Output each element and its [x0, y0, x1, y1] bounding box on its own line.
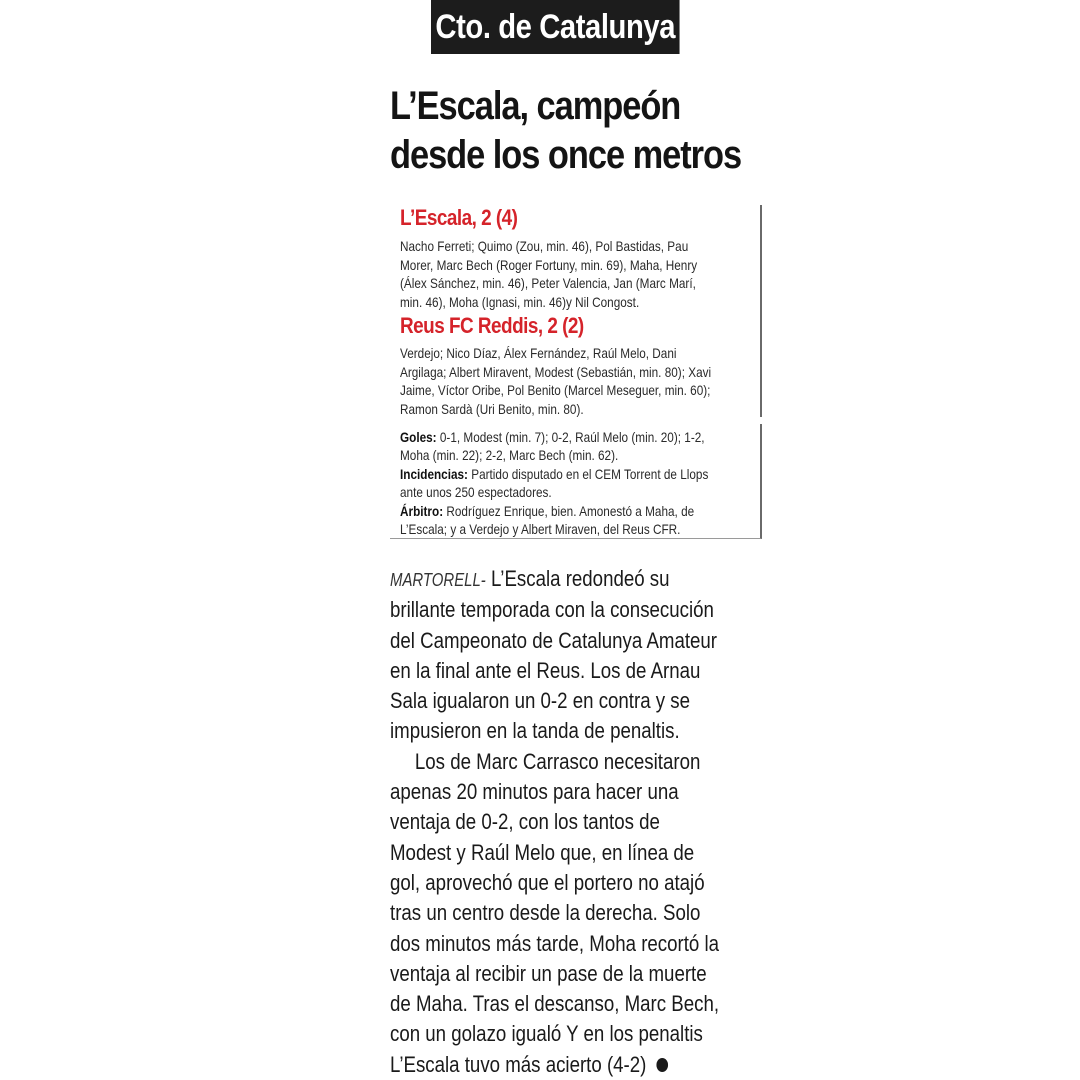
referee-line: L’Escala; y a Verdejo y Albert Miraven, del Reus CFR. — [400, 521, 681, 538]
article-line: gol, aprovechó que el portero no atajó — [390, 869, 705, 895]
article-line: ventaja de 0-2, con los tantos de — [390, 809, 660, 835]
incidents-label: Incidencias: — [400, 465, 468, 482]
article-line: tras un centro desde la derecha. Solo — [390, 900, 701, 926]
incidents-line — [400, 465, 753, 483]
article-first-line — [390, 564, 764, 595]
incidents-text: Partido disputado en el CEM Torrent de Llops — [467, 465, 709, 482]
dateline: MARTORELL- — [390, 570, 486, 590]
lineup-line: Argilaga; Albert Miravent, Modest (Sebastián, min. 80); Xavi — [400, 363, 712, 380]
referee-text: Rodríguez Enrique, bien. Amonestó a Maha, de — [443, 502, 695, 519]
team-away-heading: Reus FC Reddis, 2 (2) — [400, 313, 584, 338]
match-facts-box — [390, 424, 762, 539]
referee-line — [400, 502, 753, 520]
referee-label: Árbitro: — [400, 502, 444, 519]
article-last-line — [390, 1050, 764, 1080]
section-tag: Cto. de Catalunya — [431, 0, 680, 54]
goals-label: Goles: — [400, 429, 437, 445]
article-line: del Campeonato de Catalunya Amateur — [390, 627, 718, 653]
article-line: apenas 20 minutos para hacer una — [390, 779, 679, 805]
team-home-heading: L’Escala, 2 (4) — [400, 205, 518, 230]
headline — [390, 82, 751, 180]
article-lead: L’Escala redondeó su — [485, 566, 670, 591]
article-line: brillante temporada con la consecución — [390, 597, 714, 623]
lineups-box — [390, 205, 762, 417]
lineup-line: Ramon Sardà (Uri Benito, min. 80). — [400, 400, 584, 417]
headline-line-2: desde los once metros — [390, 133, 742, 177]
bullet-dot-icon — [656, 1058, 668, 1072]
lineup-line: Jaime, Víctor Oribe, Pol Benito (Marcel Meseguer, min. 60); — [400, 382, 711, 399]
goals-line: Moha (min. 22); 2-2, Marc Bech (min. 62). — [400, 447, 619, 464]
article-line: de Maha. Tras el descanso, Marc Bech, — [390, 991, 720, 1017]
lineup-line: (Álex Sánchez, min. 46), Peter Valencia, Jan (Marc Marí, — [400, 275, 696, 292]
goals-text: 0-1, Modest (min. 7); 0-2, Raúl Melo (min. 20); 1-2, — [436, 429, 705, 445]
article-line: impusieron en la tanda de penaltis. — [390, 718, 680, 744]
article-line: Sala igualaron un 0-2 en contra y se — [390, 688, 691, 714]
team-away-lineup — [400, 344, 744, 418]
team-home-lineup — [400, 237, 744, 311]
article-final-text: L’Escala tuvo más acierto (4-2) — [390, 1051, 647, 1077]
match-facts — [400, 428, 753, 538]
goals-line — [400, 428, 753, 446]
headline-line-1: L’Escala, campeón — [390, 84, 681, 128]
article-line: en la final ante el Reus. Los de Arnau — [390, 657, 701, 683]
lineup-line: Nacho Ferreti; Quimo (Zou, min. 46), Pol Bastidas, Pau — [400, 238, 689, 254]
lineup-line: min. 46), Moha (Ignasi, min. 46)y Nil Congost. — [400, 293, 640, 310]
article-line: Modest y Raúl Melo que, en línea de — [390, 839, 695, 865]
article-line: dos minutos más tarde, Moha recortó la — [390, 930, 720, 956]
article-body — [390, 564, 764, 1080]
lineup-line: Morer, Marc Bech (Roger Fortuny, min. 69), Maha, Henry — [400, 256, 698, 273]
article-line: ventaja al recibir un pase de la muerte — [390, 960, 707, 986]
lineup-line: Verdejo; Nico Díaz, Álex Fernández, Raúl Melo, Dani — [400, 345, 677, 361]
incidents-line: ante unos 250 espectadores. — [400, 484, 552, 501]
article-line: con un golazo igualó Y en los penaltis — [390, 1021, 703, 1047]
article-line: Los de Marc Carrasco necesitaron — [414, 748, 701, 774]
